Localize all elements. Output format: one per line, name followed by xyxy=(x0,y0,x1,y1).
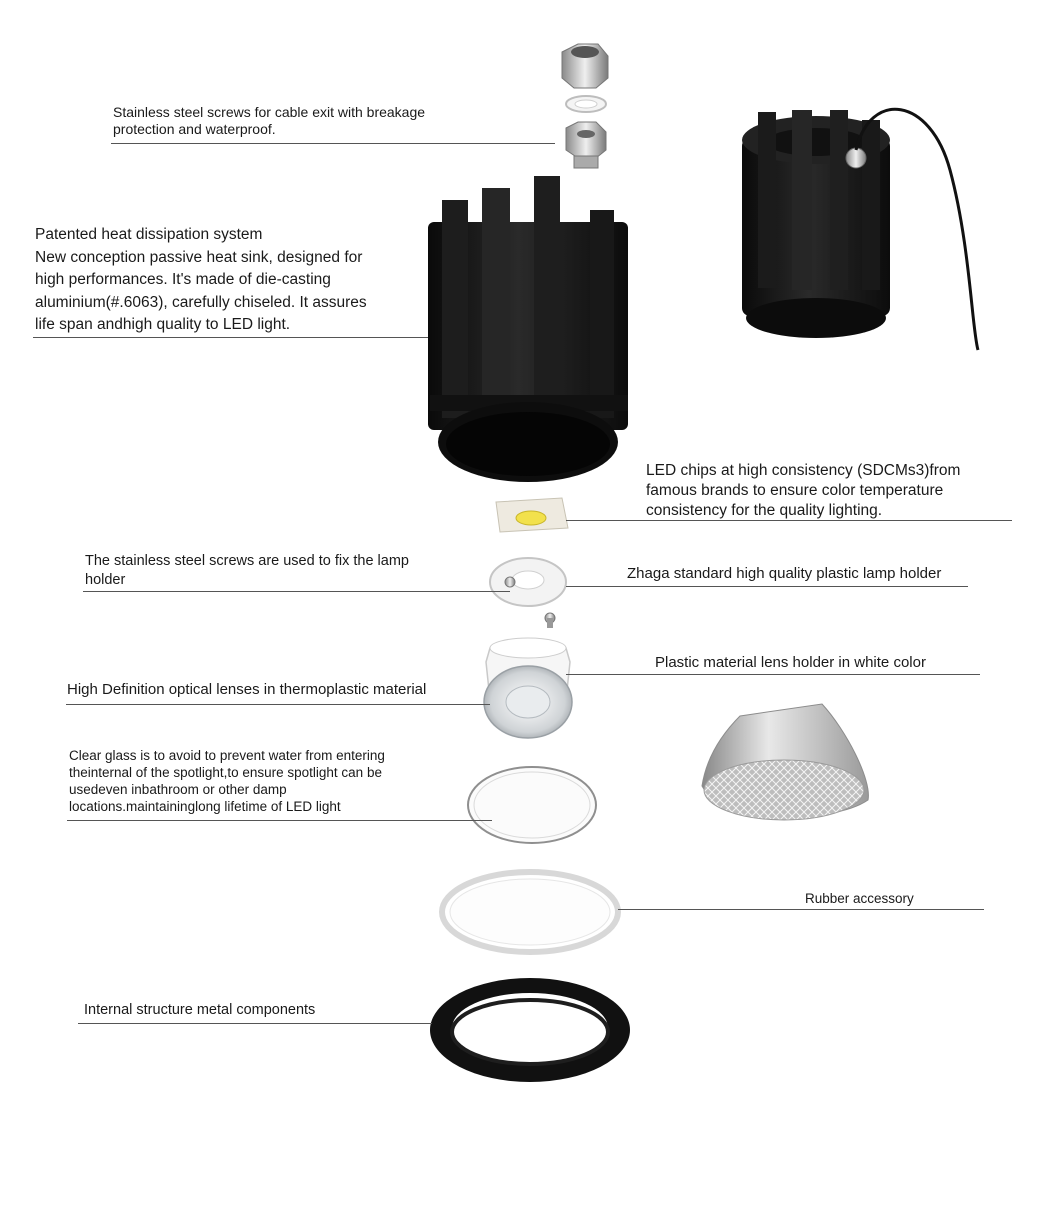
leader-metal-ring xyxy=(78,1023,432,1024)
label-rubber: Rubber accessory xyxy=(805,891,914,906)
cable-washer xyxy=(566,96,606,112)
label-lens-holder: Plastic material lens holder in white color xyxy=(655,654,926,671)
assembled-lamp xyxy=(742,109,978,350)
leader-lens-holder xyxy=(566,674,980,675)
label-optical-lens: High Definition optical lenses in thermoplastic material xyxy=(67,681,427,698)
label-fix-screws: The stainless steel screws are used to fix the lamp holder xyxy=(85,553,409,588)
optical-lens xyxy=(484,666,572,738)
leader-led-chips xyxy=(566,520,1012,521)
label-metal-ring: Internal structure metal components xyxy=(84,1002,316,1018)
label-cable-screws: Stainless steel screws for cable exit with breakage protection and waterproof. xyxy=(113,104,426,137)
leader-cable-screws xyxy=(111,143,555,144)
leader-clear-glass xyxy=(67,820,492,821)
label-led-chips: LED chips at high consistency (SDCMs3)from famous brands to ensure color temperature consistency for the quality lighting. xyxy=(646,462,961,519)
plastic-lamp-holder xyxy=(490,558,566,628)
leader-rubber xyxy=(618,909,984,910)
cable-gland xyxy=(566,122,606,168)
leader-fix-screws xyxy=(83,591,510,592)
cable-nut xyxy=(562,44,608,88)
metal-ring xyxy=(430,978,630,1082)
clear-glass-disc xyxy=(468,767,596,843)
label-heat-sink: Patented heat dissipation system New conception passive heat sink, designed for high performances. It's made of die-casting aluminium(#.6063), carefully chiseled. It assures life span andhigh quality to LED light. xyxy=(35,226,367,333)
leader-heat-sink xyxy=(33,337,428,338)
leader-lamp-holder xyxy=(566,586,968,587)
label-clear-glass: Clear glass is to avoid to prevent water from entering theinternal of the spotlight,to ensure spotlight can be usedeven inbathroom or other damp locations.maintaininglong lifetime of LED light xyxy=(69,748,385,814)
reflector-cup xyxy=(702,704,868,820)
rubber-ring xyxy=(442,872,618,952)
label-lamp-holder: Zhaga standard high quality plastic lamp holder xyxy=(627,565,942,582)
led-chip-board xyxy=(496,498,568,532)
leader-optical-lens xyxy=(66,704,490,705)
heat-sink-housing xyxy=(428,176,628,482)
